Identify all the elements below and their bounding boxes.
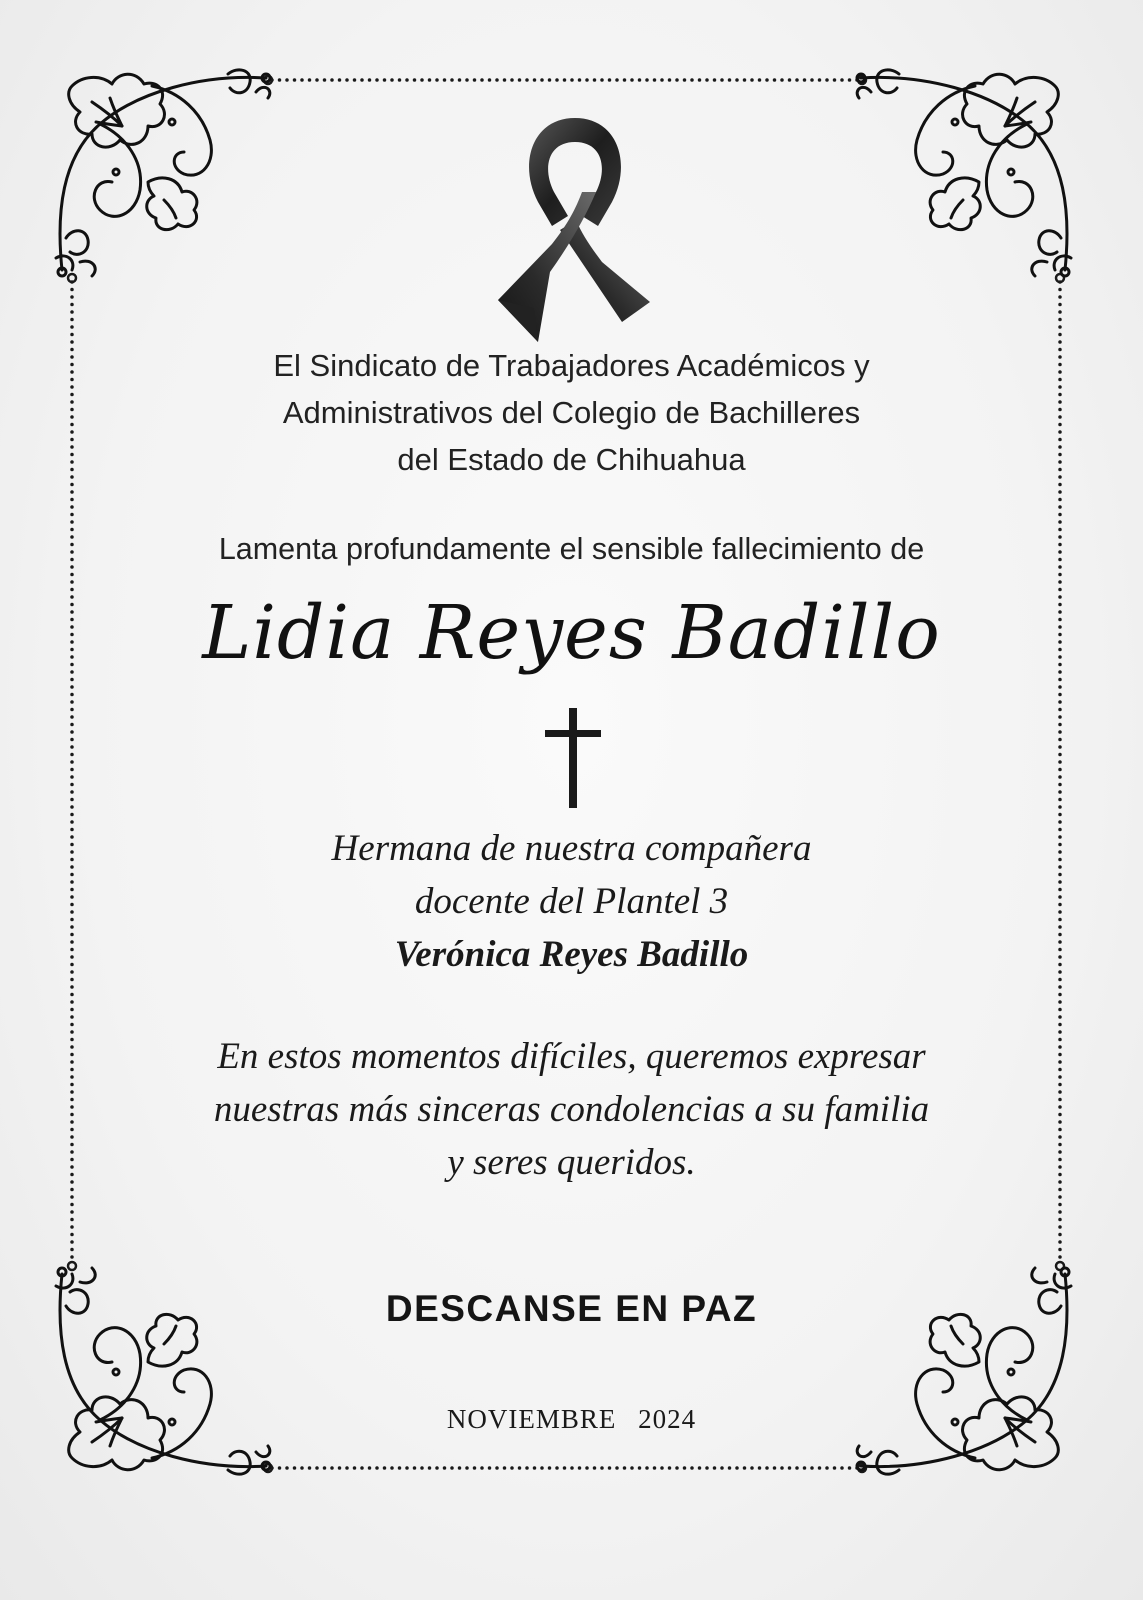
condolence-line: En estos momentos difíciles, queremos expresar <box>217 1036 926 1077</box>
condolence-line: nuestras más sinceras condolencias a su familia <box>213 1089 930 1130</box>
condolence-line: y seres queridos. <box>447 1142 696 1183</box>
relation-text <box>0 822 1143 981</box>
rest-in-peace-heading: DESCANSE EN PAZ <box>385 1288 758 1329</box>
mourning-ribbon-icon <box>490 112 660 344</box>
union-line: El Sindicato de Trabajadores Académicos y <box>273 348 870 383</box>
condolence-message <box>0 1030 1143 1189</box>
relation-line: docente del Plantel 3 <box>414 881 729 922</box>
relation-line: Hermana de nuestra compañera <box>331 828 812 869</box>
floral-corner-ornament-top-right <box>855 62 1075 282</box>
lament-text: Lamenta profundamente el sensible fallecimiento de <box>218 532 925 566</box>
colleague-name: Verónica Reyes Badillo <box>394 934 749 975</box>
union-line: Administrativos del Colegio de Bachilleres <box>282 395 861 430</box>
deceased-name: Lidia Reyes Badillo <box>202 590 941 676</box>
union-line: del Estado de Chihuahua <box>397 442 746 477</box>
date-text: NOVIEMBRE 2024 <box>446 1404 697 1434</box>
cross-icon <box>545 708 601 808</box>
floral-corner-ornament-top-left <box>52 62 272 282</box>
union-name <box>0 342 1143 483</box>
